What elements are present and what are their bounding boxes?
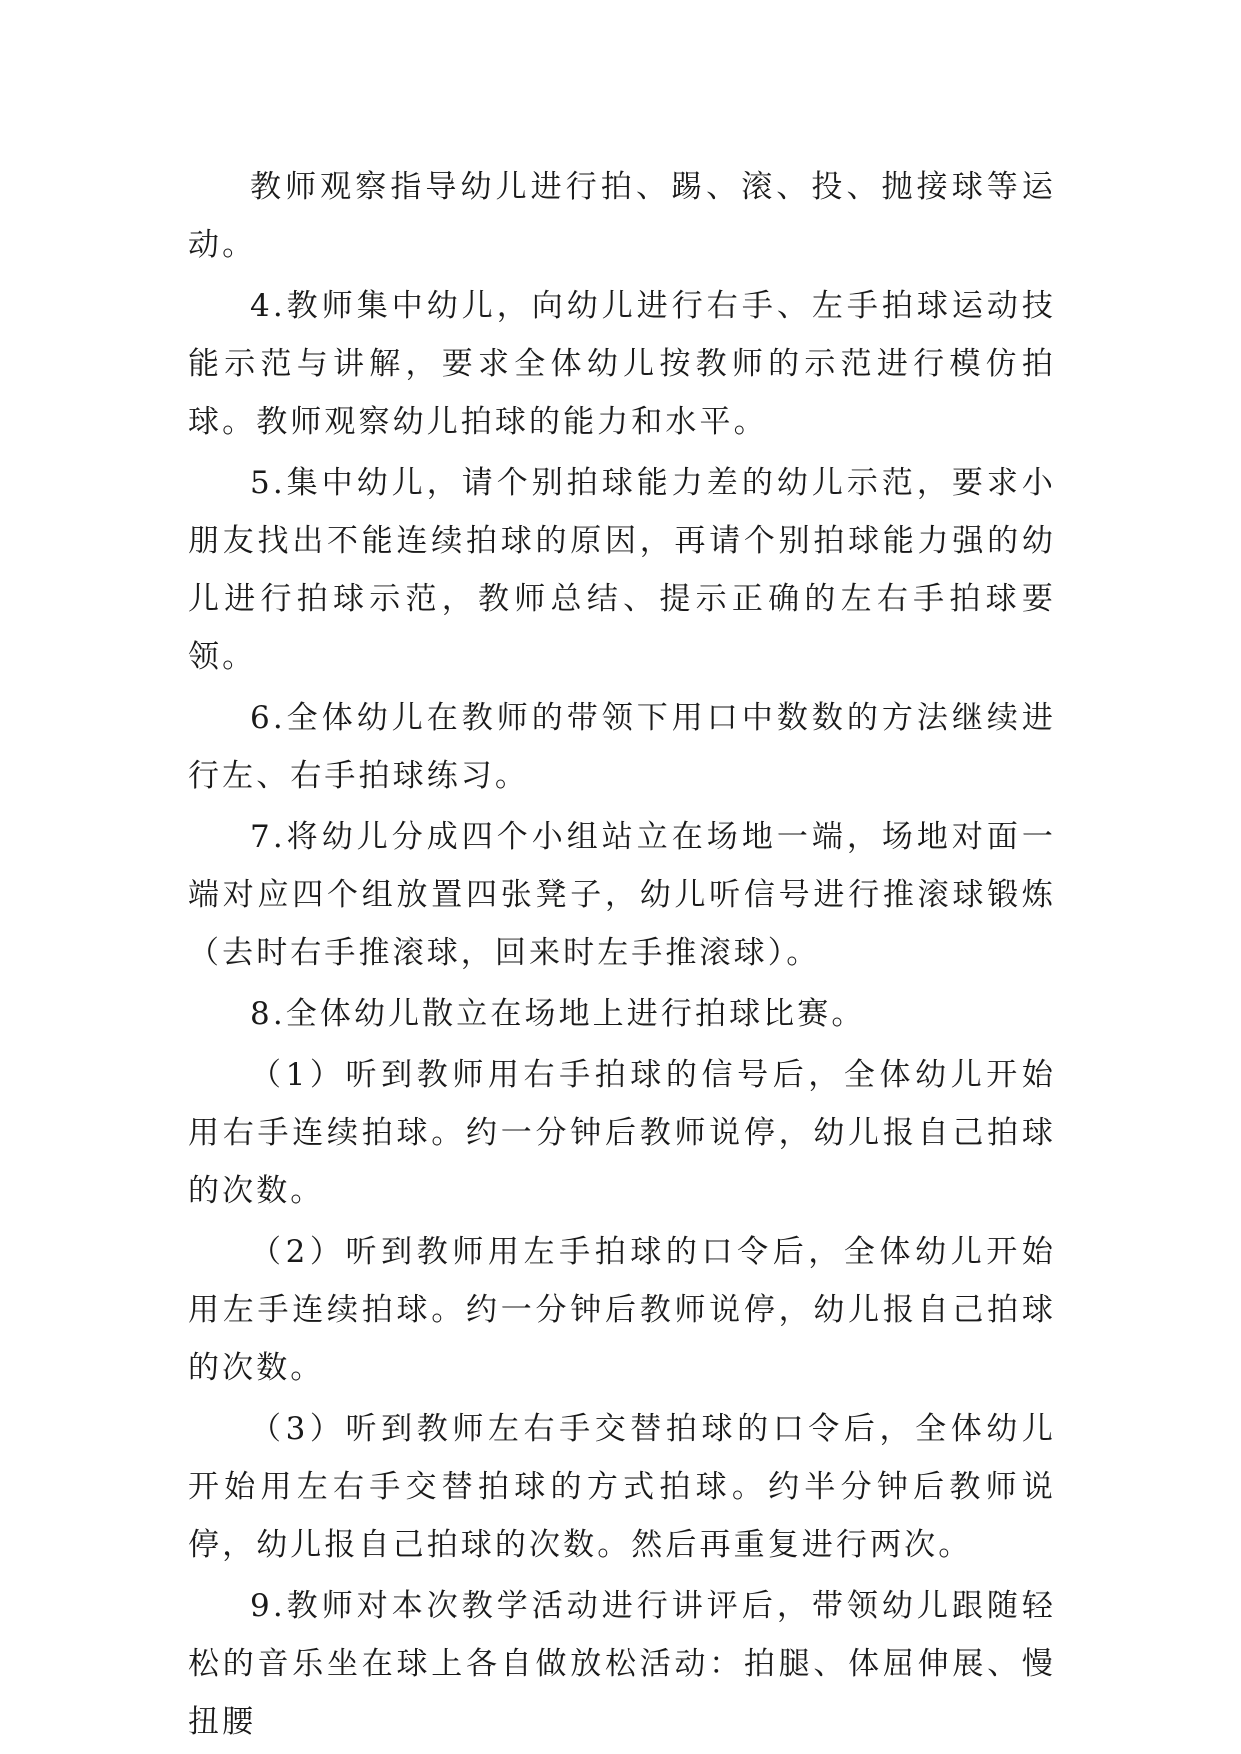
paragraph-substep-3: （3）听到教师左右手交替拍球的口令后，全体幼儿开始用左右手交替拍球的方式拍球。约半分钟后教师说停，幼儿报自己拍球的次数。然后再重复进行两次。 <box>188 1411 1056 1563</box>
paragraph-substep-1: （1）听到教师用右手拍球的信号后，全体幼儿开始用右手连续拍球。约一分钟后教师说停，幼儿报自己拍球的次数。 <box>188 1057 1056 1209</box>
paragraph-step-9: 9.教师对本次教学活动进行讲评后，带领幼儿跟随轻松的音乐坐在球上各自做放松活动：拍腿、体屈伸展、慢扭腰 <box>188 1588 1056 1740</box>
body-text <box>188 158 1056 1751</box>
paragraph-step-4: 4.教师集中幼儿，向幼儿进行右手、左手拍球运动技能示范与讲解，要求全体幼儿按教师的示范进行模仿拍球。教师观察幼儿拍球的能力和水平。 <box>188 288 1056 440</box>
paragraph-substep-2: （2）听到教师用左手拍球的口令后，全体幼儿开始用左手连续拍球。约一分钟后教师说停，幼儿报自己拍球的次数。 <box>188 1234 1056 1386</box>
paragraph-step-7: 7.将幼儿分成四个小组站立在场地一端，场地对面一端对应四个组放置四张凳子，幼儿听信号进行推滚球锻炼（去时右手推滚球，回来时左手推滚球）。 <box>188 819 1056 971</box>
paragraph-step-8: 8.全体幼儿散立在场地上进行拍球比赛。 <box>250 996 866 1032</box>
paragraph-observe: 教师观察指导幼儿进行拍、踢、滚、投、抛接球等运动。 <box>188 169 1056 263</box>
paragraph-step-6: 6.全体幼儿在教师的带领下用口中数数的方法继续进行左、右手拍球练习。 <box>188 700 1056 794</box>
paragraph-step-5: 5.集中幼儿，请个别拍球能力差的幼儿示范，要求小朋友找出不能连续拍球的原因，再请个别拍球能力强的幼儿进行拍球示范，教师总结、提示正确的左右手拍球要领。 <box>188 465 1056 675</box>
